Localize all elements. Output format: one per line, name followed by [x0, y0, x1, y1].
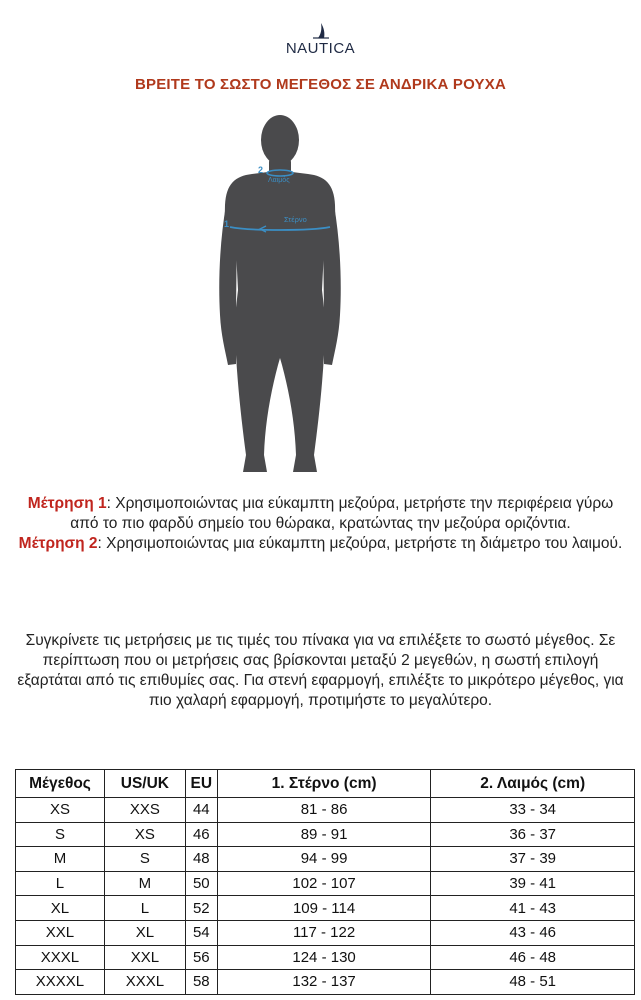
- table-row: [16, 970, 635, 995]
- cell-us-uk: XXXL: [104, 970, 185, 995]
- cell-eu: 48: [185, 847, 217, 872]
- cell-size: L: [16, 871, 105, 896]
- cell-eu: 52: [185, 896, 217, 921]
- table-row: [16, 871, 635, 896]
- cell-eu: 44: [185, 798, 217, 823]
- cell-size: XXXXL: [16, 970, 105, 995]
- cell-neck: 46 - 48: [431, 945, 635, 970]
- header-size: Μέγεθος: [16, 770, 105, 798]
- cell-chest: 124 - 130: [217, 945, 431, 970]
- header-neck: 2. Λαιμός (cm): [431, 770, 635, 798]
- cell-size: XS: [16, 798, 105, 823]
- cell-neck: 41 - 43: [431, 896, 635, 921]
- cell-us-uk: XL: [104, 920, 185, 945]
- table-row: [16, 920, 635, 945]
- cell-size: M: [16, 847, 105, 872]
- cell-size: XXXL: [16, 945, 105, 970]
- measurement-2: [15, 534, 626, 554]
- cell-neck: 48 - 51: [431, 970, 635, 995]
- cell-chest: 117 - 122: [217, 920, 431, 945]
- cell-chest: 102 - 107: [217, 871, 431, 896]
- measurement-1-text: : Χρησιμοποιώντας μια εύκαμπτη μεζούρα, μετρήστε την περιφέρεια γύρω από το πιο φαρδύ σημείο του θώρακα, κρατώντας την μεζούρα οριζόντια.: [70, 495, 614, 532]
- cell-eu: 56: [185, 945, 217, 970]
- cell-neck: 36 - 37: [431, 822, 635, 847]
- cell-us-uk: XXS: [104, 798, 185, 823]
- neck-label: Λαιμός: [268, 177, 290, 184]
- cell-size: XXL: [16, 920, 105, 945]
- table-row: [16, 896, 635, 921]
- cell-neck: 33 - 34: [431, 798, 635, 823]
- brand-logo: [0, 22, 641, 57]
- header-us-uk: US/UK: [104, 770, 185, 798]
- cell-neck: 37 - 39: [431, 847, 635, 872]
- measurement-2-text: : Χρησιμοποιώντας μια εύκαμπτη μεζούρα, μετρήστε τη διάμετρο του λαιμού.: [97, 535, 623, 552]
- cell-eu: 46: [185, 822, 217, 847]
- chest-label: Στέρνο: [284, 215, 307, 224]
- brand-name: NAUTICA: [285, 40, 356, 57]
- cell-size: S: [16, 822, 105, 847]
- cell-chest: 109 - 114: [217, 896, 431, 921]
- cell-us-uk: L: [104, 896, 185, 921]
- size-table: [15, 769, 635, 995]
- cell-us-uk: XXL: [104, 945, 185, 970]
- measurement-1: [15, 494, 626, 534]
- cell-eu: 50: [185, 871, 217, 896]
- measurement-1-label: Μέτρηση 1: [27, 495, 107, 512]
- cell-us-uk: XS: [104, 822, 185, 847]
- cell-neck: 39 - 41: [431, 871, 635, 896]
- cell-chest: 89 - 91: [217, 822, 431, 847]
- human-silhouette-icon: [219, 115, 341, 472]
- table-row: [16, 945, 635, 970]
- cell-eu: 58: [185, 970, 217, 995]
- cell-size: XL: [16, 896, 105, 921]
- table-row: [16, 847, 635, 872]
- body-measurement-figure: [190, 110, 450, 485]
- measurement-2-label: Μέτρηση 2: [18, 535, 98, 552]
- cell-us-uk: S: [104, 847, 185, 872]
- page-title: ΒΡΕΙΤΕ ΤΟ ΣΩΣΤΟ ΜΕΓΕΘΟΣ ΣΕ ΑΝΔΡΙΚΑ ΡΟΥΧΑ: [134, 76, 507, 93]
- chest-marker: 1: [224, 219, 230, 229]
- header-eu: EU: [185, 770, 217, 798]
- size-table-header: [16, 770, 635, 798]
- header-chest: 1. Στέρνο (cm): [217, 770, 431, 798]
- cell-neck: 43 - 46: [431, 920, 635, 945]
- cell-eu: 54: [185, 920, 217, 945]
- neck-marker: 2: [258, 165, 264, 175]
- cell-chest: 94 - 99: [217, 847, 431, 872]
- cell-chest: 81 - 86: [217, 798, 431, 823]
- cell-us-uk: M: [104, 871, 185, 896]
- sail-logo-icon: [301, 22, 341, 40]
- table-row: [16, 798, 635, 823]
- compare-instructions: Συγκρίνετε τις μετρήσεις με τις τιμές του πίνακα για να επιλέξετε το σωστό μέγεθος. Σε περίπτωση που οι μετρήσεις σας βρίσκονται μεταξύ 2 μεγεθών, η σωστή επιλογή εξαρτάται από τις επιθυμίες σας. Για στενή εφαρμογή, επιλέξτε το μικρότερο μέγεθος, για πιο χαλαρή εφαρμογή, προτιμήστε το μεγαλύτερο.: [17, 632, 624, 709]
- cell-chest: 132 - 137: [217, 970, 431, 995]
- measurement-instructions: [15, 494, 626, 554]
- table-row: [16, 822, 635, 847]
